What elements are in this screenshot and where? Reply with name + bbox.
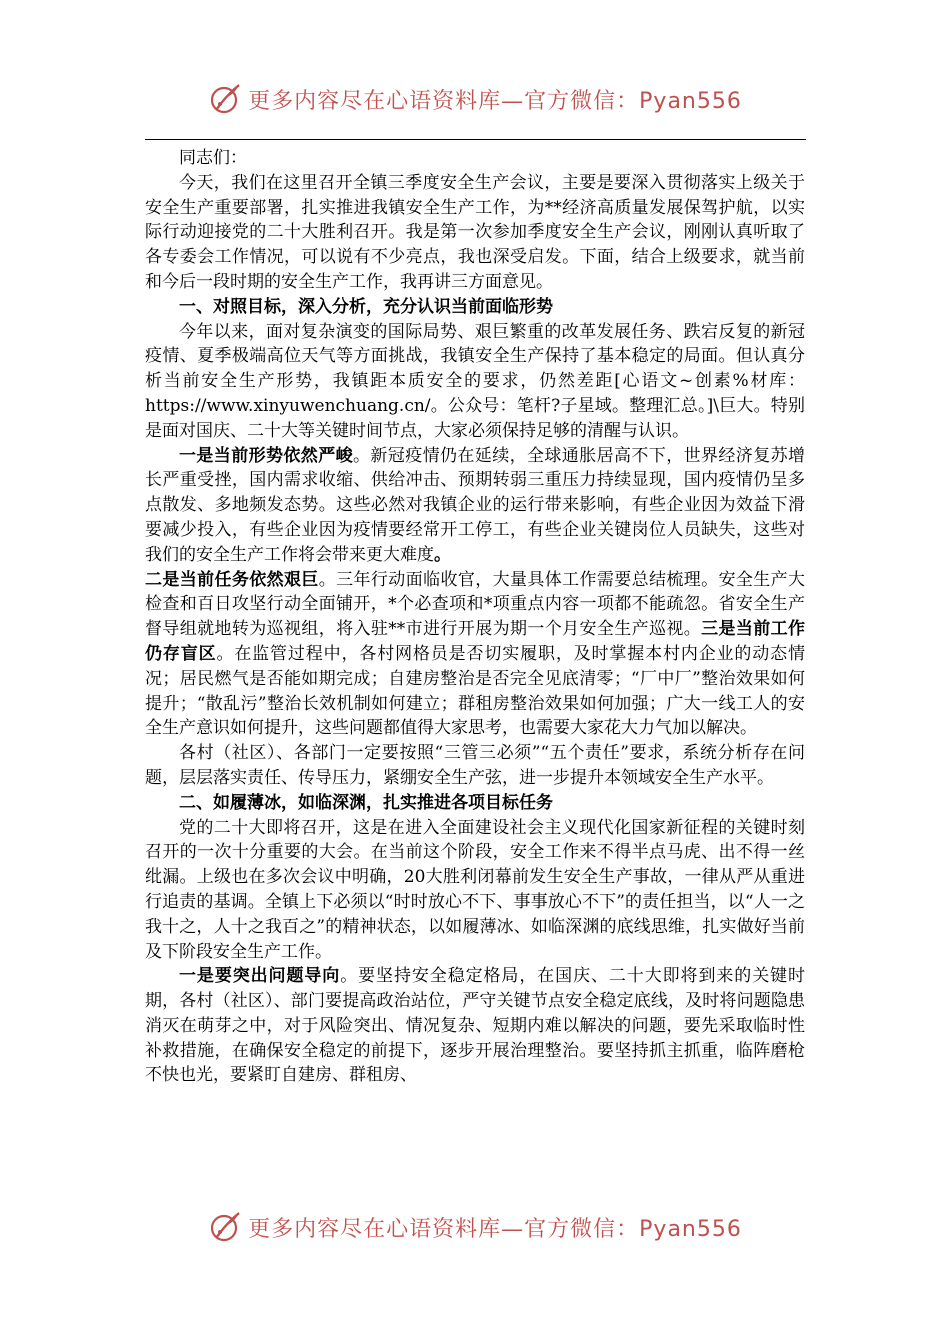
banner-text: 更多内容尽在心语资料库—官方微信：Pyan556 xyxy=(248,1216,742,1242)
section-1-paragraph: 今年以来，面对复杂演变的国际局势、艰巨繁重的改革发展任务、跌宕反复的新冠疫情、夏季极端高位天气等方面挑战，我镇安全生产保持了基本稳定的局面。但认真分析当前安全生产形势，我镇距本质安全的要求，仍然差距[心语文~创素%材库：https://www.xinyuwenchuang.cn/。公众号：笔杆?子星域。整理汇总。]\巨大。特别是面对国庆、二十大等关键时间节点，大家必须保持足够的清醒与认识。 xyxy=(145,321,805,441)
header-watermark-banner xyxy=(0,82,950,122)
section-1-closing: 各村（社区）、各部门一定要按照“三管三必须”“五个责任”要求，系统分析存在问题，层层落实责任、传导压力，紧绷安全生产弦，进一步提升本领域安全生产水平。 xyxy=(145,743,805,788)
section-2-paragraph: 党的二十大即将召开，这是在进入全面建设社会主义现代化国家新征程的关键时刻召开的一次十分重要的大会。在当前这个阶段，安全工作来不得半点马虎、出不得一丝纰漏。上级也在多次会议中明确，20大胜利闭幕前发生安全生产事故，一律从严从重进行追责的基调。全镇上下必须以“时时放心不下、事事放心不下”的责任担当，以“人一之我十之，人十之我百之”的精神状态，以如履薄冰、如临深渊的底线思维，扎实做好当前及下阶段安全生产工作。 xyxy=(145,817,805,962)
section-1-points-paragraph-2 xyxy=(145,568,805,742)
section-1-points-paragraph xyxy=(145,444,805,568)
point-1-end: 。 xyxy=(434,544,451,565)
header-divider xyxy=(145,139,806,140)
section-2-heading: 二、如履薄冰，如临深渊，扎实推进各项目标任务 xyxy=(179,792,553,813)
point-2-text: 。三年行动面临收官，大量具体工作需要总结梳理。安全生产大检查和百日攻坚行动全面铺开，*个必查项和*项重点内容一项都不能疏忽。省安全生产督导组就地转为巡视组，将入驻**市进行开展为期一个月安全生产巡视。 xyxy=(145,569,806,640)
wechat-id: Pyan556 xyxy=(639,1216,742,1242)
quill-logo-icon xyxy=(208,1210,242,1244)
s2-point-1-title: 一是要突出问题导向 xyxy=(179,966,341,987)
greeting: 同志们： xyxy=(179,148,247,168)
point-1-text: 。新冠疫情仍在延续，全球通胀居高不下，世界经济复苏增长严重受挫，国内需求收缩、供给冲击、预期转弱三重压力持续显现，国内疫情仍呈多点散发、多地频发态势。这些必然对我镇企业的运行带来影响，有些企业因为效益下滑要减少投入，有些企业因为疫情要经常开工停工，有些企业关键岗位人员缺失，这些对我们的安全生产工作将会带来更大难度 xyxy=(145,445,805,565)
point-3-title: 三是当前工作仍存盲区 xyxy=(145,619,806,664)
quill-logo-icon xyxy=(208,82,242,116)
point-1-title: 一是当前形势依然严峻 xyxy=(179,445,353,466)
document-body xyxy=(145,146,805,1088)
s2-point-1-text: 。要坚持安全稳定格局，在国庆、二十大即将到来的关键时期，各村（社区）、部门要提高政治站位，严守关键节点安全稳定底线，及时将问题隐患消灭在萌芽之中，对于风险突出、情况复杂、短期内难以解决的问题，要先采取临时性补救措施，在确保安全稳定的前提下，逐步开展治理整治。要坚持抓主抓重，临阵磨枪不快也光，要紧盯自建房、群租房、 xyxy=(145,966,806,1086)
intro-paragraph: 今天，我们在这里召开全镇三季度安全生产会议，主要是要深入贯彻落实上级关于安全生产重要部署，扎实推进我镇安全生产工作，为**经济高质量发展保驾护航，以实际行动迎接党的二十大胜利召开。我是第一次参加季度安全生产会议，刚刚认真听取了各专委会工作情况，可以说有不少亮点，我也深受启发。下面，结合上级要求，就当前和今后一段时期的安全生产工作，我再讲三方面意见。 xyxy=(145,172,805,292)
section-2-point-1 xyxy=(145,964,805,1088)
section-1-heading: 一、对照目标，深入分析，充分认识当前面临形势 xyxy=(179,296,553,317)
point-2-title: 二是当前任务依然艰巨 xyxy=(145,569,319,590)
footer-watermark-banner xyxy=(0,1210,950,1250)
point-3-text: 。在监管过程中，各村网格员是否切实履职，及时掌握本村内企业的动态情况；居民燃气是否能如期完成；自建房整治是否完全见底清零；“厂中厂”整治效果如何提升；“散乱污”整治长效机制如何建立；群租房整治效果如何加强；广大一线工人的安全生产意识如何提升，这些问题都值得大家思考，也需要大家花大力气加以解决。 xyxy=(145,643,806,739)
banner-text: 更多内容尽在心语资料库—官方微信：Pyan556 xyxy=(248,88,742,114)
wechat-id: Pyan556 xyxy=(639,88,742,114)
